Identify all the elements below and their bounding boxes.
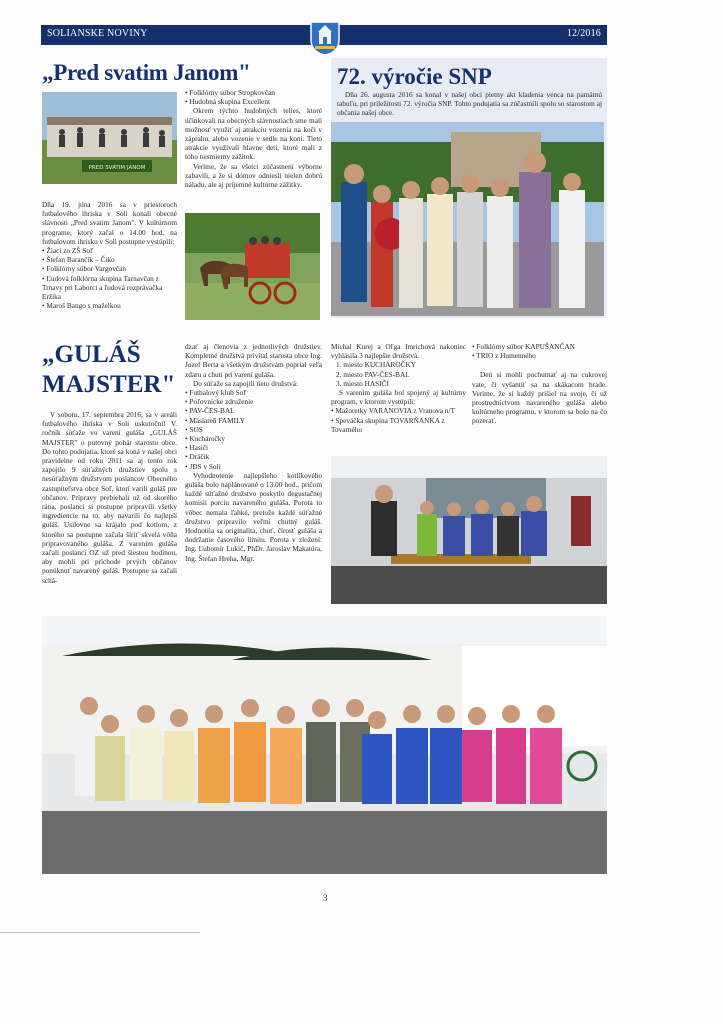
- janom-intro: Dňa 19. júna 2016 sa v priestoroch futbalového ihriska v Soli konali obecné slávnosti „Pred svatim Janom". V kultúrnom programe, ktorý začal o 14.00 hod. na futbalovom ihrisku v Soli postupne vystúpili:: [42, 200, 177, 246]
- gulas-col4-body: Deti si mohli pochutnať aj na cukrovej vate, či vyšantiť sa na skákacom hrade. Veríme, že si každý prišiel na svoje, či už prostredníctvom navareného guláša alebo kultúrneho programu, v ktorom sa bolo na čo pozerať.: [472, 370, 607, 426]
- page-number: 3: [323, 893, 328, 903]
- janom-intro-column: [42, 200, 177, 310]
- stage-banner: PRED SVATIM JANOM: [88, 165, 146, 171]
- gulas-col2-intro: dzať aj členovia z jednotlivých družstiev. Kompletné družstvá privítal starosta obce Ing. Jozef Berta a všetkým družstvám popriał veľa zdaru a chuti pri varení guláša.: [185, 342, 322, 379]
- list-item: • SOS: [185, 425, 322, 434]
- list-item: • Folklórny súbor Vargovčan: [42, 264, 177, 273]
- photo-snp-ceremony: [331, 122, 604, 316]
- scan-edge-line: [0, 932, 200, 933]
- list-item: • Folklórny súbor Stropkovčan: [185, 88, 322, 97]
- list-item: 3. miesto HASIČI: [336, 378, 389, 388]
- title-line: „GULÁŠ: [42, 341, 141, 368]
- photo-stage-performance: [42, 92, 177, 184]
- issue-number: 12/2016: [566, 28, 601, 39]
- coat-of-arms-icon: [309, 20, 341, 56]
- gulas-column-4: [472, 342, 607, 426]
- list-item: • Futbalový klub Soľ: [185, 388, 322, 397]
- list-item: 1. miesto KUCHÁROČKY: [336, 360, 417, 370]
- list-item: • Mäsiareň FAMILY: [185, 416, 322, 425]
- janom-body-2: Veríme, že sa všetci zúčastnení výborne zabavili, a že si domov odniesli nielen dobrú náladu, ale aj príjemné kultúrne zážitky.: [185, 161, 322, 190]
- gulas-col2-body: Vyhodnotenie najlepšieho kotlíkového guláša bolo naplánované o 13.00 hod., pričom každé súťažné družstvo poskytlo degustačnej komisii porciu navareného guláša. Porota to vôbec nemala ľahké, pretože každé súťažné družstvo pripravilo veľmi chutný guláš. Hodnotila sa originalita, chuť, čírosť guláša a dodržanie časového limitu. Porota v zložení: Ing. Ľubomír Lukič, PhDr. Jaroslav Makatúra, Ing. Štefan Hreha, Mgr.: [185, 470, 322, 563]
- gulas-col3-intro: Michal Kurej a Oľga Imrichová nakoniec vyhlásila 3 najlepšie družstvá.: [331, 342, 466, 361]
- photo-horse-carriage: [185, 213, 320, 320]
- snp-text: Dňa 26. augusta 2016 sa konal v našej obci pietny akt kladenia venca na pamätnú tabuľu, pri príležitosti 72. výročia SNP. Tohto podujatia sa zúčastnili spolu so starostom aj občania našej obce.: [337, 90, 602, 118]
- list-item: • Folklórny súbor KAPUŠANČAN: [472, 342, 607, 351]
- list-item: • Dráčik: [185, 452, 322, 461]
- list-item: • TRIO z Humenného: [472, 351, 607, 360]
- list-item: • Speváčka skupina TOVARŇANKA z Tovarného: [331, 416, 466, 434]
- gulas-column-1: [42, 410, 177, 585]
- title-line: MAJSTER": [42, 371, 176, 398]
- article-title-snp: 72. výročie SNP: [337, 64, 492, 89]
- list-item: • Štefan Barančík – Čiko: [42, 255, 177, 264]
- list-item: 2. miesto PAV-ČES-BAL: [336, 369, 410, 379]
- gulas-col3-body: S varením guláša bol spojený aj kultúrny program, v ktorom vystúpili:: [331, 388, 466, 407]
- article-title-janom: „Pred svatim Janom": [42, 60, 251, 85]
- gulas-column-2: [185, 342, 322, 563]
- janom-right-column: [185, 88, 322, 189]
- list-item: • Mažoretky VARANOVIA z Vranova n/T: [331, 406, 466, 415]
- list-item: • JDS v Soli: [185, 462, 322, 471]
- photo-gulas-team: [331, 456, 607, 604]
- list-item: • Hudobná skupina Excellent: [185, 97, 322, 106]
- gulas-col2-lead: Do súťaže sa zapojili tieto družstvá:: [193, 378, 299, 388]
- list-item: • Maroš Bango s maželkou: [42, 301, 177, 310]
- gulas-column-3: [331, 342, 466, 434]
- gulas-col1-text: V sobotu, 17. septembra 2016, sa v areáli futbalového ihriska v Soli uskutočnil V. ročník súťaže vo varení guláša „GULÁŠ MAJSTER" o putovný pohár starostu obce. Do tohto podujatia, ktoré sa koná v našej obci pravidelne od roku 2011 sa aj tento rok zapojilo 9 súťažných družstiev spolu s nesúťažným družstvom poslancov Obecného zastupiteľstva obce Soľ, ktorí varili guláš pre občanov. Prípravy prebiehali už od skorého rána, poslanci si postupne pripravili všetky ingrediencie na to, aby navarili čo najlepší guláš. Usilovne sa krájalo pod kotlom, z ktorého sa postupne začala šíriť skvelá vôňa pripravovaného guláša. Z varením guláša začali poslanci OZ už pred šiestou hodinou, aby mohli pri príchode prvých občanov ponúknuť navarený guláš. Postupne sa začali schá-: [42, 410, 177, 585]
- list-item: • Ľudová folklórna skupina Tarnavčan z Trnavy pri Laborci a ľudová rozprávačka Eržika: [42, 274, 177, 302]
- list-item: • PAV-ČES-BAL: [185, 406, 322, 415]
- list-item: • Poľovnícke združenie: [185, 397, 322, 406]
- list-item: • Kucháročky: [185, 434, 322, 443]
- list-item: • Hasiči: [185, 443, 322, 452]
- snp-body: [337, 90, 602, 118]
- janom-body-1: Okrem týchto hudobných telies, ktoré účinkovali na obecných slávnostiach sme mali možnosť využiť aj atrakciu vozenia na koči v záprahu, alebo vozenie v sedle na koni. Tieto atrakcie využívali hlavne deti, ktoré mali z toho nesmierny zážitok.: [185, 106, 322, 162]
- article-title-gulas: [42, 340, 182, 400]
- photo-group: [42, 616, 607, 874]
- list-item: • Žiaci zo ZŠ Soľ: [42, 246, 177, 255]
- publication-name: SOLIANSKE NOVINY: [47, 28, 148, 39]
